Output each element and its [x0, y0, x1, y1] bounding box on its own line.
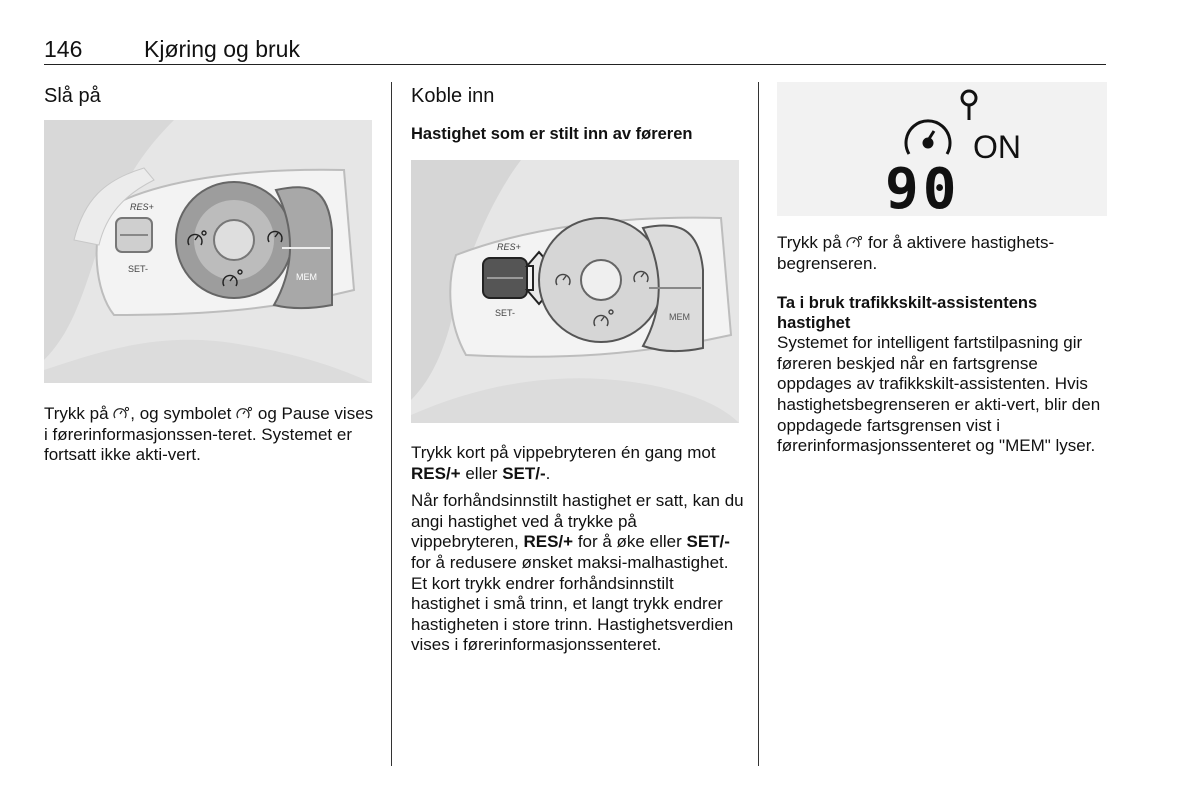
column-divider — [758, 82, 759, 766]
page-header — [44, 34, 1106, 64]
col2-paragraph-1: Trykk kort på vippebryteren én gang mot RES/+ eller SET/-. — [411, 443, 716, 483]
subheading-traffic-sign-speed: Ta i bruk trafikkskilt-assistentens hastighet — [777, 294, 1038, 333]
res-plus-label: RES+ — [497, 242, 521, 252]
col3-text — [777, 233, 1112, 457]
subheading-driver-speed: Hastighet som er stilt inn av føreren — [411, 125, 693, 143]
column-2 — [411, 84, 741, 144]
limiter-state: ON — [973, 129, 1021, 165]
res-plus-label: RES+ — [130, 202, 154, 212]
steering-wheel-figure-2 — [411, 160, 739, 423]
speed-limiter-pause-icon — [236, 406, 253, 420]
section-heading-koble-inn: Koble inn — [411, 85, 495, 107]
col3-paragraph-2: Systemet for intelligent fartstilpasning gir føreren beskjed når en fartsgrense oppdages av trafikkskilt-assistenten. Hvis hastighetsbegrenseren er akti-vert, blir den oppdagede fartsgrensen vist i førerinformasjonssenteret og "MEM" lyser. — [777, 333, 1101, 456]
steering-wheel-figure-1 — [44, 120, 372, 383]
col3-paragraph-1: Trykk på for å aktivere hastighets-begrenseren. — [777, 233, 1055, 273]
header-rule — [44, 64, 1106, 65]
mem-label: MEM — [669, 312, 690, 322]
col1-paragraph: Trykk på , og symbolet og Pause vises i førerinformasjonssen-teret. Systemet er fortsatt ikke akti-vert. — [44, 404, 374, 465]
page-number: 146 — [44, 36, 83, 62]
section-heading-sla-pa: Slå på — [44, 85, 101, 107]
col1-text — [44, 404, 374, 466]
set-speed-readout: 90 — [885, 157, 961, 216]
set-minus-label: SET- — [495, 308, 516, 318]
speed-limiter-icon — [846, 235, 863, 249]
column-divider — [391, 82, 392, 766]
col2-paragraph-2: Når forhåndsinnstilt hastighet er satt, kan du angi hastighet ved å trykke på vippebryteren, RES/+ for å øke eller SET/- for å redusere ønsket maksi-malhastighet. Et kort trykk endrer forhåndsinnstilt hastighet i små trinn, et langt trykk endrer hastigheten i store trinn. Hastighetsverdien vises i førerinformasjonssenteret. — [411, 491, 744, 655]
mem-label: MEM — [296, 272, 317, 282]
column-1 — [44, 84, 374, 108]
chapter-title: Kjøring og bruk — [144, 36, 300, 62]
speed-limiter-icon — [113, 406, 130, 420]
col2-text — [411, 443, 746, 656]
set-minus-label: SET- — [128, 264, 149, 274]
cluster-display-figure — [777, 82, 1107, 216]
